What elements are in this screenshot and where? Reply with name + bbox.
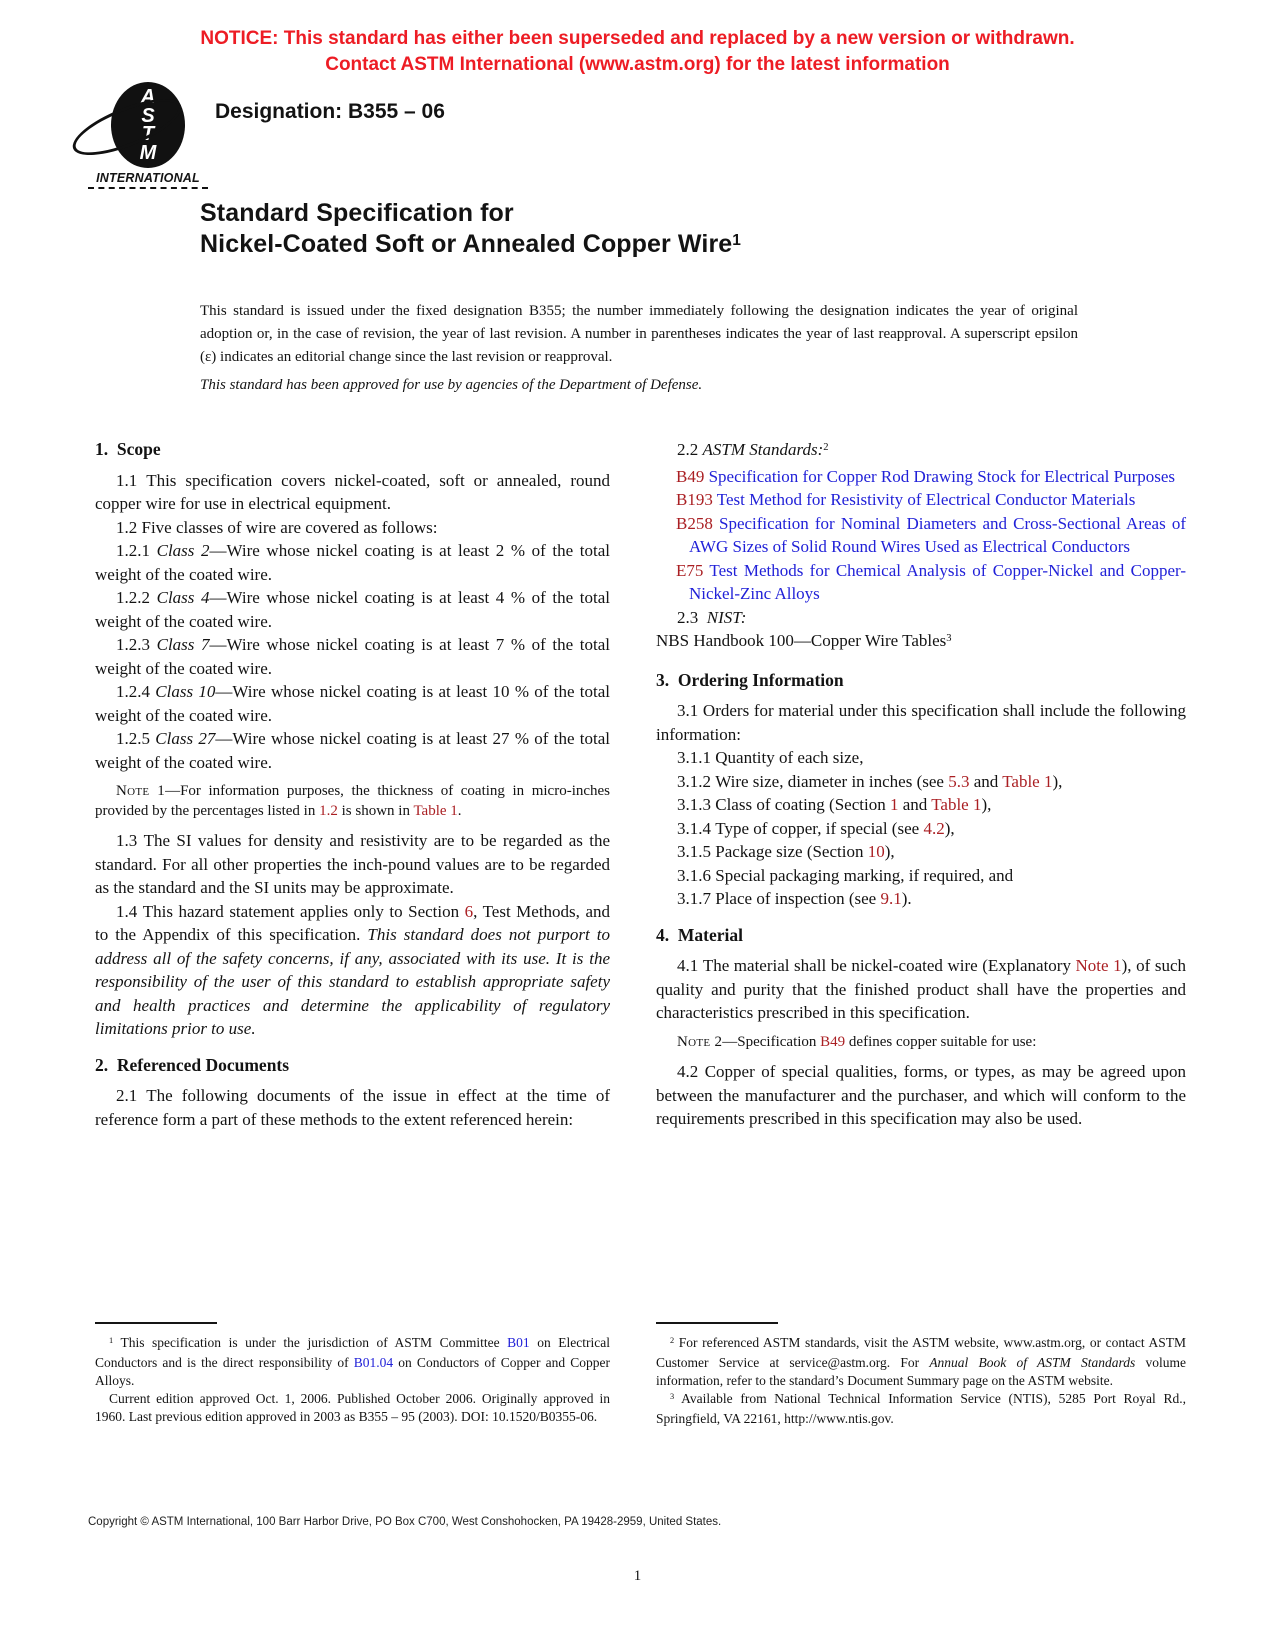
text-run: —Wire whose nickel coating is at least 10 % of the total weight of the coated wire.: [95, 682, 611, 725]
text-run: —For information purposes, the thickness of coating in micro-inches provided by the percentages listed in: [95, 783, 611, 819]
cross-reference-link[interactable]: 6: [464, 901, 474, 921]
superscript-ref: 1: [109, 1336, 114, 1346]
text-run: ),: [1052, 771, 1063, 791]
referenced-standard-item: [656, 488, 1186, 512]
astm-logo-letter: S: [141, 104, 155, 127]
paragraph: [95, 586, 610, 633]
title-footnote-ref[interactable]: 1: [732, 232, 742, 250]
text-run: Class 2: [156, 541, 210, 560]
paragraph: [95, 469, 610, 516]
cross-reference-link[interactable]: B49: [820, 1033, 846, 1050]
referenced-standard-item: [656, 512, 1186, 559]
document-link[interactable]: Test Methods for Chemical Analysis of Copper-Nickel and Copper-Nickel-Zinc Alloys: [689, 560, 1186, 603]
text-run: and: [898, 795, 932, 814]
astm-logo-letter: A: [140, 86, 156, 108]
document-link[interactable]: Specification for Nominal Diameters and Cross-Sectional Areas of AWG Sizes of Solid Round Wires Used as Electrical Conductors: [689, 513, 1186, 556]
paragraph: [656, 1060, 1186, 1131]
text-run: 4.2 Copper of special qualities, forms, or types, as may be agreed upon between the manufacturer and the purchaser, and which will conform to the requirements prescribed in this specification may also be used.: [656, 1062, 1186, 1128]
text-run: For referenced ASTM standards, visit the ASTM website, www.astm.org, or contact ASTM Customer Service at service@astm.org. For: [656, 1335, 1186, 1370]
section-heading: 4. Material: [656, 924, 743, 945]
text-run: —Wire whose nickel coating is at least 4 % of the total weight of the coated wire.: [95, 588, 611, 631]
document-link[interactable]: B01: [507, 1335, 530, 1350]
paragraph: [95, 539, 610, 586]
text-run: —Specification: [722, 1033, 821, 1050]
note-paragraph: [95, 782, 610, 821]
cross-reference-link[interactable]: 4.2: [923, 818, 945, 838]
text-run: NIST:: [706, 607, 747, 627]
text-run: 3.1.5 Package size (Section: [677, 842, 868, 861]
cross-reference-link[interactable]: 10: [867, 842, 885, 861]
referenced-standard-item: [656, 559, 1186, 606]
text-run: volume information, refer to the standard’s Document Summary page on the ASTM website.: [656, 1355, 1186, 1388]
text-run: on Conductors of Copper and Copper Alloys.: [95, 1355, 610, 1388]
paragraph: [656, 887, 1186, 911]
text-run: Available from National Technical Information Service (NTIS), 5285 Port Royal Rd., Springfield, VA 22161, http://www.ntis.gov.: [656, 1391, 1186, 1426]
astm-logo-letter: M: [139, 141, 157, 164]
paragraph: [95, 829, 610, 900]
text-run: 1.2.1: [116, 541, 157, 560]
paragraph: [656, 817, 1186, 841]
text-run: NBS Handbook 100—Copper Wire Tables: [656, 631, 947, 650]
text-run: ), of such quality and purity that the finished product shall have the properties and characteristics prescribed in this specification.: [656, 956, 1186, 1022]
superscript-ref: 2: [670, 1336, 675, 1346]
superseded-notice-banner: [0, 26, 1275, 78]
paragraph: [656, 438, 1186, 465]
footnote: [656, 1334, 1186, 1390]
paragraph: [656, 699, 1186, 746]
text-run: 3.1.1 Quantity of each size,: [677, 748, 864, 767]
superscript-ref: 3: [670, 1392, 675, 1402]
paragraph: [95, 1084, 610, 1131]
text-run: 4.1 The material shall be nickel-coated wire (Explanatory: [677, 956, 1076, 975]
paragraph: [656, 793, 1186, 817]
dod-approval-note: This standard has been approved for use by agencies of the Department of Defense.: [200, 377, 703, 393]
text-run: ).: [901, 889, 912, 908]
paragraph: [95, 680, 610, 727]
referenced-standard-item: [656, 465, 1186, 489]
footnotes-right: [656, 1334, 1186, 1428]
text-run: 1.1 This specification covers nickel-coated, soft or annealed, round copper wire for use in electrical equipment.: [95, 470, 610, 513]
cross-reference-link[interactable]: Table 1: [1002, 771, 1053, 791]
paragraph: [656, 770, 1186, 794]
section-heading: 1. Scope: [95, 439, 161, 459]
text-run: 1.2.5: [116, 729, 156, 748]
document-link[interactable]: B01.04: [353, 1355, 394, 1370]
text-run: Class 4: [156, 588, 210, 607]
text-run: —Wire whose nickel coating is at least 7 % of the total weight of the coated wire.: [95, 635, 611, 678]
text-run: ),: [944, 818, 955, 838]
text-run: 3.1.2 Wire size, diameter in inches (see: [677, 771, 949, 791]
text-run: 1.3 The SI values for density and resistivity are to be regarded as the standard. For all other properties the inch-pound values are to be regarded as the standard and the SI units may be approximate.: [95, 831, 610, 897]
text-run: 2.3: [677, 607, 707, 627]
text-run: defines copper suitable for use:: [845, 1033, 1037, 1050]
cross-reference-link[interactable]: 1.2: [319, 802, 338, 819]
astm-logo: [88, 82, 208, 189]
astm-logo-subtitle: INTERNATIONAL: [88, 171, 208, 189]
footnote: [656, 1390, 1186, 1428]
text-run: 1.2 Five classes of wire are covered as follows:: [116, 517, 438, 537]
page-number: 1: [633, 1568, 642, 1584]
text-run: This specification is under the jurisdiction of ASTM Committee: [113, 1335, 508, 1350]
text-run: 3.1.3 Class of coating (Section: [677, 795, 890, 814]
text-run: , Test Methods, and to the Appendix of this specification.: [95, 901, 610, 944]
cross-reference-link[interactable]: 1: [889, 795, 899, 814]
text-run: 1.4 This hazard statement applies only to Section: [116, 901, 465, 921]
text-run: —Wire whose nickel coating is at least 2 % of the total weight of the coated wire.: [95, 541, 611, 584]
notice-line-1: NOTICE: This standard has either been superseded and replaced by a new version or withdrawn.: [200, 28, 1075, 49]
text-run: Note 2: [677, 1033, 723, 1050]
paragraph: [95, 727, 610, 774]
text-run: 3.1.7 Place of inspection (see: [677, 889, 881, 908]
text-run: 1.2.2: [116, 588, 157, 607]
cross-reference-link[interactable]: E75: [676, 560, 704, 580]
paragraph: [656, 746, 1186, 770]
text-run: 2.2: [677, 440, 703, 459]
superscript-ref: 2: [823, 442, 829, 454]
footnote-rule-left: [95, 1322, 217, 1324]
designation-text: Designation: B355 – 06: [215, 100, 445, 123]
document-title: [200, 198, 741, 263]
text-run: is shown in: [337, 802, 414, 819]
text-run: and: [969, 771, 1003, 791]
footnotes-left: [95, 1334, 610, 1426]
text-run: ),: [981, 795, 992, 814]
copyright-line: Copyright © ASTM International, 100 Barr Harbor Drive, PO Box C700, West Conshohocken, PA 19428-2959, United States.: [88, 1516, 722, 1528]
document-title-line2: [200, 229, 741, 263]
paragraph: [95, 633, 610, 680]
text-run: 1.2.3: [116, 635, 157, 654]
text-run: ASTM Standards:: [702, 440, 824, 459]
text-run: This standard does not purport to address all of the safety concerns, if any, associated with its use. It is the responsibility of the user of this standard to establish appropriate safety and health practices and determine the applicability of regulatory limitations prior to use.: [95, 925, 610, 1038]
text-run: Annual Book of ASTM Standards: [929, 1355, 1136, 1370]
text-run: 3.1 Orders for material under this specification shall include the following information:: [656, 701, 1186, 744]
text-run: Class 27: [155, 729, 216, 748]
text-run: 3.1.6 Special packaging marking, if required, and: [677, 865, 1014, 885]
paragraph: [95, 516, 610, 540]
text-run: Class 10: [155, 682, 216, 701]
superscript-ref: 3: [946, 633, 952, 645]
footnote: [95, 1334, 610, 1390]
text-run: on Electrical Conductors and is the direct responsibility of: [95, 1335, 610, 1370]
text-run: 1.2.4: [116, 682, 156, 701]
text-run: Note 1: [116, 783, 166, 799]
notice-line-2: Contact ASTM International (www.astm.org) for the latest information: [325, 54, 950, 75]
paragraph: [656, 840, 1186, 864]
text-run: 3.1.4 Type of copper, if special (see: [677, 818, 924, 838]
title-text: Nickel-Coated Soft or Annealed Copper Wire: [200, 230, 733, 258]
footnote-rule-right: [656, 1322, 778, 1324]
paragraph: [656, 954, 1186, 1025]
cross-reference-link[interactable]: B258: [676, 513, 713, 533]
cross-reference-link[interactable]: B193: [676, 490, 713, 509]
paragraph: [656, 864, 1186, 888]
cross-reference-link[interactable]: Table 1: [413, 802, 458, 819]
astm-logo-letter: T: [141, 123, 155, 145]
paragraph: [656, 629, 1186, 656]
footnote: [95, 1390, 610, 1426]
section-heading: 3. Ordering Information: [656, 669, 844, 690]
cross-reference-link[interactable]: B49: [676, 466, 705, 486]
text-run: Class 7: [156, 635, 210, 654]
text-run: 2.1 The following documents of the issue in effect at the time of reference form a part of these methods to the extent referenced herein:: [95, 1086, 610, 1129]
cross-reference-link[interactable]: Note 1: [1075, 956, 1122, 975]
text-run: —Wire whose nickel coating is at least 27 % of the total weight of the coated wire.: [95, 729, 611, 772]
text-run: .: [457, 802, 462, 819]
document-link[interactable]: Test Method for Resistivity of Electrical Conductor Materials: [716, 490, 1136, 509]
issuing-note: This standard is issued under the fixed designation B355; the number immediately following the designation indicates the year of original adoption or, in the case of revision, the year of last revision. A number in parentheses indicates the year of last reapproval. A superscript epsilon (ε) indicates an editorial change since the last revision or reapproval.: [200, 303, 1078, 365]
text-run: ),: [884, 842, 895, 861]
column-left: [95, 438, 610, 1131]
document-title-line1: Standard Specification for: [200, 199, 514, 227]
cross-reference-link[interactable]: 9.1: [880, 889, 902, 908]
text-run: Current edition approved Oct. 1, 2006. Published October 2006. Originally approved in 1960. Last previous edition approved in 2003 as B355 – 95 (2003). DOI: 10.1520/B0355-06.: [95, 1391, 610, 1424]
document-link[interactable]: Specification for Copper Rod Drawing Stock for Electrical Purposes: [708, 466, 1176, 486]
column-right: [656, 438, 1186, 1131]
note-paragraph: [656, 1033, 1186, 1053]
paragraph: [95, 900, 610, 1041]
cross-reference-link[interactable]: Table 1: [931, 795, 982, 814]
cross-reference-link[interactable]: 5.3: [948, 771, 970, 791]
paragraph: [656, 606, 1186, 630]
section-heading: 2. Referenced Documents: [95, 1054, 290, 1075]
